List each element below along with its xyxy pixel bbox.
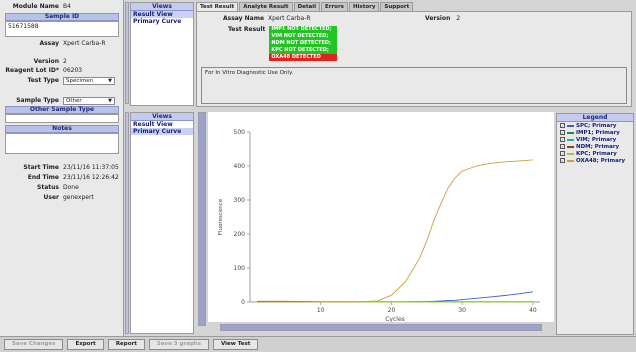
legend-checkbox[interactable]: ✓	[561, 137, 565, 142]
views-header: Views	[131, 113, 193, 121]
assay-value: Xpert Carba-R	[63, 40, 106, 47]
legend-swatch	[567, 132, 574, 134]
module-label: Module Name	[12, 3, 59, 10]
sample-type-select[interactable]	[63, 97, 115, 105]
series-line-spc	[257, 292, 533, 302]
legend-swatch	[567, 139, 574, 141]
result-imp1: IMP1 NOT DETECTED;	[269, 26, 337, 33]
legend-swatch	[567, 146, 574, 148]
legend-swatch	[567, 160, 574, 162]
views-header: Views	[131, 3, 193, 11]
version-value: 2	[63, 58, 67, 65]
test-result-row	[228, 26, 337, 61]
tab-detail[interactable]: Detail	[294, 2, 320, 11]
legend-label: KPC; Primary	[576, 150, 617, 157]
report-button[interactable]: Report	[108, 339, 145, 350]
legend-item[interactable]	[557, 122, 633, 129]
module-value: B4	[63, 3, 71, 10]
reagent-row	[5, 66, 82, 75]
legend-checkbox[interactable]: ✓	[561, 123, 565, 128]
reagent-value: 06203	[63, 67, 83, 74]
sample-id-field[interactable]	[5, 21, 119, 37]
user-value: genexpert	[63, 194, 94, 201]
sample-info-panel	[0, 0, 124, 336]
tab-analyte-result[interactable]: Analyte Result	[239, 2, 292, 11]
legend-swatch	[567, 125, 574, 127]
save-graphs-button[interactable]: Save 3 graphs	[149, 339, 209, 350]
x-tick-label: 10	[316, 307, 325, 314]
end-time-value: 23/11/16 12:26:42	[63, 174, 119, 181]
tab-support[interactable]: Support	[380, 2, 413, 11]
y-axis-label: Fluorescence	[218, 198, 224, 236]
other-sample-type-header: Other Sample Type	[5, 106, 119, 114]
primary-curve-chart	[208, 112, 554, 322]
test-type-label: Test Type	[27, 77, 59, 84]
test-result-panel	[196, 11, 632, 107]
result-vim: VIM NOT DETECTED;	[269, 33, 337, 40]
export-button[interactable]: Export	[67, 339, 103, 350]
ivd-note	[201, 67, 627, 104]
bottom-toolbar	[0, 336, 636, 352]
legend-swatch	[567, 153, 574, 155]
legend-item[interactable]	[557, 129, 633, 136]
result-oxa48: OXA48 DETECTED	[269, 54, 337, 61]
start-time-value: 23/11/16 11:37:05	[63, 164, 119, 171]
legend-checkbox[interactable]: ✓	[561, 151, 565, 156]
legend-panel	[556, 113, 634, 335]
end-time-row	[5, 173, 119, 182]
view-item-primary-curve[interactable]: Primary Curve	[133, 18, 182, 25]
test-type-row	[5, 76, 115, 85]
result-ndm: NDM NOT DETECTED;	[269, 40, 337, 47]
result-version-label: Version	[425, 15, 451, 22]
legend-header: Legend	[557, 114, 633, 122]
result-kpc: KPC NOT DETECTED;	[269, 47, 337, 54]
legend-label: NDM; Primary	[576, 143, 620, 150]
status-label: Status	[37, 184, 59, 191]
legend-checkbox[interactable]: ✓	[561, 144, 565, 149]
test-type-value: Specimen	[66, 77, 94, 84]
tab-errors[interactable]: Errors	[321, 2, 348, 11]
assay-row	[5, 39, 106, 48]
legend-item[interactable]	[557, 136, 633, 143]
ivd-note-text: For In Vitro Diagnostic Use Only.	[205, 70, 294, 76]
result-version-value: 2	[456, 15, 461, 22]
legend-checkbox[interactable]: ✓	[561, 158, 565, 163]
x-tick-label: 30	[458, 307, 467, 314]
assay-label: Assay	[39, 40, 59, 47]
sample-id-value: 51671588	[8, 23, 39, 30]
save-changes-button[interactable]: Save Changes	[4, 339, 63, 350]
tab-bar	[196, 2, 414, 11]
y-tick-label: 200	[233, 231, 245, 238]
tab-test-result[interactable]: Test Result	[196, 2, 238, 11]
views-panel-top	[130, 2, 194, 106]
legend-item[interactable]	[557, 143, 633, 150]
chart-horizontal-scrollbar[interactable]	[220, 324, 542, 331]
version-label: Version	[33, 58, 59, 65]
series-line-oxa48	[257, 160, 533, 302]
start-time-row	[5, 163, 119, 172]
y-tick-label: 400	[233, 163, 245, 170]
chevron-down-icon: ▼	[108, 97, 112, 104]
x-axis-label: Cycles	[385, 316, 405, 322]
legend-item[interactable]	[557, 157, 633, 164]
sample-type-row	[5, 96, 115, 105]
chart-vertical-scrollbar[interactable]	[198, 112, 206, 326]
module-row	[5, 2, 71, 11]
user-label: User	[43, 194, 59, 201]
view-test-button[interactable]: View Test	[213, 339, 258, 350]
view-item-primary-curve[interactable]: Primary Curve	[131, 128, 193, 135]
y-tick-label: 100	[233, 265, 245, 272]
x-tick-label: 40	[529, 307, 537, 314]
version-row	[5, 57, 67, 66]
test-result-list	[269, 26, 337, 61]
status-row	[5, 183, 79, 192]
assay-name-value: Xpert Carba-R	[268, 15, 311, 22]
legend-label: SPC; Primary	[576, 122, 617, 129]
other-sample-type-field[interactable]	[5, 114, 119, 123]
y-tick-label: 500	[233, 129, 245, 136]
start-time-label: Start Time	[23, 164, 59, 171]
notes-field[interactable]	[5, 133, 119, 154]
legend-label: IMP1; Primary	[576, 129, 620, 136]
reagent-label: Reagent Lot ID*	[5, 67, 59, 74]
legend-checkbox[interactable]: ✓	[561, 130, 565, 135]
legend-label: OXA48; Primary	[576, 157, 626, 164]
chevron-down-icon: ▼	[108, 77, 112, 84]
view-item-result-view[interactable]: Result View	[133, 121, 173, 128]
chart-svg	[208, 112, 554, 322]
vertical-splitter-bottom[interactable]	[125, 112, 129, 334]
legend-label: VIM; Primary	[576, 136, 617, 143]
x-tick-label: 20	[387, 307, 396, 314]
views-panel-bottom	[130, 112, 194, 334]
legend-list	[557, 122, 633, 164]
sample-type-label: Sample Type	[16, 97, 59, 104]
sample-type-value: Other	[66, 97, 82, 104]
vertical-splitter-top[interactable]	[125, 2, 129, 104]
y-tick-label: 300	[233, 197, 245, 204]
test-result-label: Test Result	[228, 26, 266, 33]
y-tick-label: 0	[241, 299, 245, 306]
tab-history[interactable]: History	[349, 2, 379, 11]
view-item-result-view[interactable]: Result View	[131, 11, 193, 18]
legend-item[interactable]	[557, 150, 633, 157]
end-time-label: End Time	[27, 174, 59, 181]
status-value: Done	[63, 184, 79, 191]
assay-name-label: Assay Name	[223, 15, 265, 22]
sample-id-header: Sample ID	[5, 13, 119, 21]
user-row	[5, 193, 94, 202]
notes-header: Notes	[5, 125, 119, 133]
result-version-row	[425, 15, 460, 22]
test-type-select[interactable]	[63, 77, 115, 85]
assay-name-row	[223, 15, 311, 22]
